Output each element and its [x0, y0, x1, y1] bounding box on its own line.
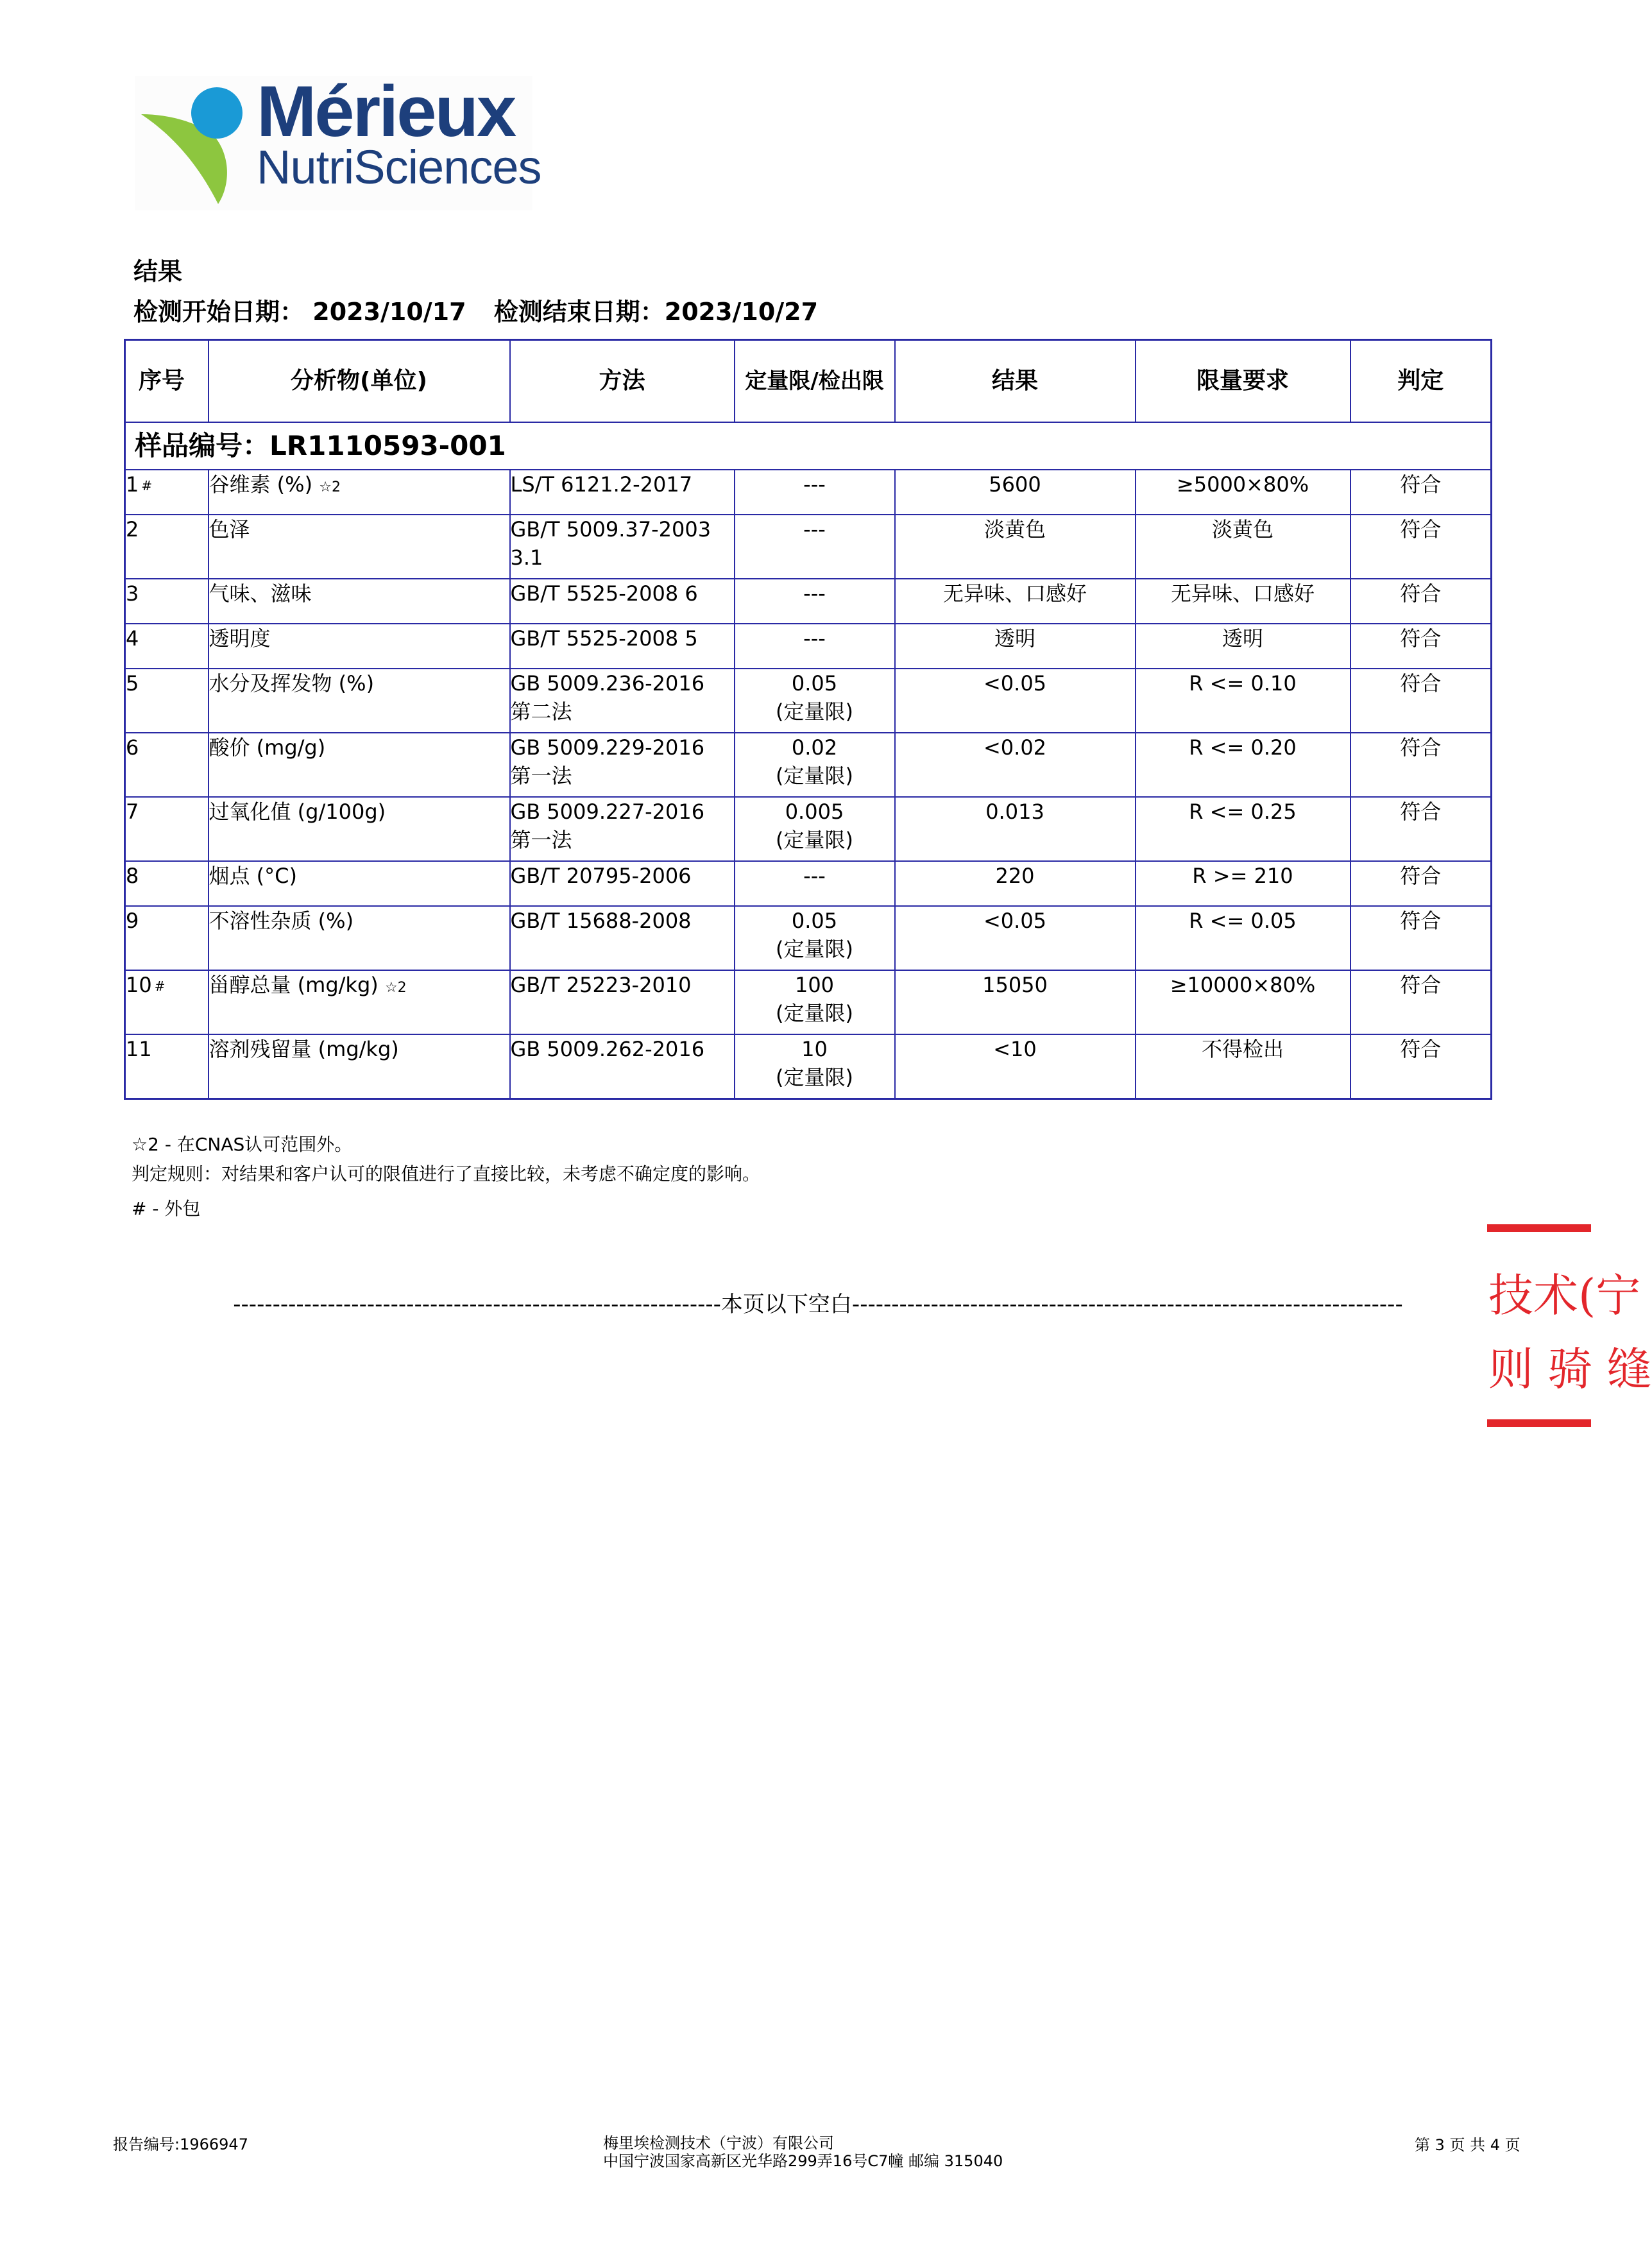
row-method: [510, 470, 735, 515]
row-no: [125, 861, 209, 906]
row-method: [510, 906, 735, 970]
method-line-1: GB 5009.262-2016: [510, 1037, 705, 1061]
row-lod: [735, 470, 895, 515]
lod-value: 0.02: [791, 735, 838, 760]
row-lod: [735, 624, 895, 669]
row-limit: R >= 210: [1136, 861, 1350, 906]
row-result: 0.013: [895, 797, 1136, 861]
header-verdict: 判定: [1350, 340, 1492, 423]
lod-value: ---: [803, 472, 826, 497]
blank-below-marker: --------------------------------------------------------------本页以下空白----------------------------------------------------------------------: [233, 1292, 1403, 1317]
method-line-1: GB/T 20795-2006: [510, 864, 692, 888]
row-result: <0.05: [895, 906, 1136, 970]
table-row: [125, 970, 1492, 1034]
row-verdict: 符合: [1350, 1034, 1492, 1099]
lod-note: (定量限): [776, 699, 853, 724]
lod-value: ---: [803, 626, 826, 651]
table-row: [125, 861, 1492, 906]
blank-marker-text: 本页以下空白: [720, 1292, 852, 1317]
row-limit: 无异味、口感好: [1136, 579, 1350, 624]
row-result: 无异味、口感好: [895, 579, 1136, 624]
lod-value: 10: [801, 1037, 828, 1061]
row-limit: 不得检出: [1136, 1034, 1350, 1099]
analyte-name: 水分及挥发物 (%): [209, 671, 375, 696]
row-no: [125, 733, 209, 797]
row-analyte: [209, 906, 510, 970]
row-limit: 淡黄色: [1136, 515, 1350, 579]
row-analyte: [209, 797, 510, 861]
logo-mark-icon: [135, 76, 257, 210]
header-lod: 定量限/检出限: [735, 340, 895, 423]
row-result: <0.02: [895, 733, 1136, 797]
note-star: ☆2 - 在CNAS认可范围外。: [132, 1134, 353, 1155]
row-method: [510, 579, 735, 624]
row-analyte: [209, 1034, 510, 1099]
row-method: [510, 624, 735, 669]
analyte-name: 谷维素 (%): [209, 472, 313, 497]
row-result: 15050: [895, 970, 1136, 1034]
analyte-name: 烟点 (°C): [209, 864, 297, 888]
analyte-name: 过氧化值 (g/100g): [209, 800, 386, 824]
lod-value: ---: [803, 864, 826, 888]
table-row: [125, 797, 1492, 861]
sample-id-row: [125, 422, 1492, 470]
row-analyte: [209, 861, 510, 906]
row-no: [125, 970, 209, 1034]
row-analyte: [209, 515, 510, 579]
method-line-2: 第一法: [510, 828, 572, 852]
table-row: [125, 624, 1492, 669]
start-date-value: 2023/10/17: [312, 298, 466, 326]
row-verdict: 符合: [1350, 861, 1492, 906]
seal-stamp: [1487, 1224, 1652, 1430]
row-method: [510, 515, 735, 579]
note-hash: # - 外包: [132, 1198, 201, 1219]
header-no: 序号: [125, 340, 209, 423]
row-limit: ≥5000×80%: [1136, 470, 1350, 515]
row-verdict: 符合: [1350, 669, 1492, 733]
table-row: [125, 1034, 1492, 1099]
analyte-name: 气味、滋味: [209, 581, 312, 606]
stamp-line-2: 则 骑 缝: [1488, 1343, 1652, 1396]
row-result: <0.05: [895, 669, 1136, 733]
end-date-value: 2023/10/27: [664, 298, 819, 326]
method-line-1: GB 5009.229-2016: [510, 735, 705, 760]
method-line-1: GB 5009.227-2016: [510, 800, 705, 824]
method-line-1: GB/T 15688-2008: [510, 909, 692, 933]
row-verdict: 符合: [1350, 733, 1492, 797]
row-method: [510, 733, 735, 797]
table-row: [125, 579, 1492, 624]
row-method: [510, 1034, 735, 1099]
row-no: [125, 470, 209, 515]
footer-page-number: 第 3 页 共 4 页: [1415, 2136, 1520, 2154]
row-verdict: 符合: [1350, 906, 1492, 970]
row-no-value: 5: [126, 671, 139, 696]
method-line-2: 第二法: [510, 699, 572, 724]
row-verdict: 符合: [1350, 515, 1492, 579]
lod-note: (定量限): [776, 764, 853, 788]
cnas-star-mark: ☆2: [384, 980, 407, 996]
row-analyte: [209, 669, 510, 733]
row-no: [125, 515, 209, 579]
outsourced-mark: #: [141, 478, 153, 493]
row-no: [125, 624, 209, 669]
row-result: 5600: [895, 470, 1136, 515]
row-no-value: 9: [126, 909, 139, 933]
row-no-value: 8: [126, 864, 139, 888]
section-heading: 结果: [133, 257, 183, 286]
row-analyte: [209, 970, 510, 1034]
row-no: [125, 669, 209, 733]
row-verdict: 符合: [1350, 579, 1492, 624]
method-line-2: 3.1: [510, 545, 543, 570]
row-result: 透明: [895, 624, 1136, 669]
table-header-row: [125, 340, 1492, 423]
lod-value: ---: [803, 581, 826, 606]
method-line-1: GB 5009.236-2016: [510, 671, 705, 696]
row-verdict: 符合: [1350, 470, 1492, 515]
lod-note: (定量限): [776, 828, 853, 852]
test-dates: [133, 292, 818, 327]
row-analyte: [209, 470, 510, 515]
sample-id: 样品编号：LR1110593-001: [125, 422, 1492, 470]
lod-value: ---: [803, 517, 826, 542]
method-line-1: GB/T 25223-2010: [510, 973, 692, 997]
method-line-1: GB/T 5009.37-2003: [510, 517, 711, 542]
lod-note: (定量限): [776, 1065, 853, 1090]
row-lod: [735, 906, 895, 970]
method-line-1: LS/T 6121.2-2017: [510, 472, 693, 497]
note-rule: 判定规则：对结果和客户认可的限值进行了直接比较，未考虑不确定度的影响。: [132, 1163, 761, 1184]
table-row: [125, 515, 1492, 579]
row-no-value: 3: [126, 581, 139, 606]
lod-value: 100: [794, 973, 835, 997]
row-limit: R <= 0.25: [1136, 797, 1350, 861]
table-row: [125, 470, 1492, 515]
row-no-value: 4: [126, 626, 139, 651]
row-lod: [735, 861, 895, 906]
row-method: [510, 861, 735, 906]
row-no-value: 6: [126, 735, 139, 760]
lod-value: 0.005: [785, 800, 844, 824]
row-method: [510, 669, 735, 733]
logo-text-nutrisciences: NutriSciences: [257, 141, 541, 194]
lod-note: (定量限): [776, 937, 853, 961]
analyte-name: 透明度: [209, 626, 271, 651]
header-analyte: 分析物(单位): [209, 340, 510, 423]
company-logo: [135, 71, 541, 210]
outsourced-mark: #: [154, 979, 166, 994]
row-no-value: 10: [126, 973, 152, 997]
row-lod: [735, 970, 895, 1034]
row-no: [125, 797, 209, 861]
row-analyte: [209, 579, 510, 624]
row-result: 220: [895, 861, 1136, 906]
results-table: [124, 339, 1492, 1100]
lod-value: 0.05: [791, 671, 838, 696]
header-limit: 限量要求: [1136, 340, 1350, 423]
row-verdict: 符合: [1350, 624, 1492, 669]
row-lod: [735, 515, 895, 579]
table-row: [125, 906, 1492, 970]
row-method: [510, 970, 735, 1034]
header-result: 结果: [895, 340, 1136, 423]
row-no-value: 11: [126, 1037, 152, 1061]
row-analyte: [209, 733, 510, 797]
analyte-name: 酸价 (mg/g): [209, 735, 326, 760]
row-no: [125, 906, 209, 970]
row-limit: ≥10000×80%: [1136, 970, 1350, 1034]
row-lod: [735, 797, 895, 861]
analyte-name: 色泽: [209, 517, 250, 542]
row-result: <10: [895, 1034, 1136, 1099]
method-line-1: GB/T 5525-2008 5: [510, 626, 698, 651]
table-row: [125, 669, 1492, 733]
header-method: 方法: [510, 340, 735, 423]
method-line-2: 第一法: [510, 764, 572, 788]
row-lod: [735, 669, 895, 733]
cnas-star-mark: ☆2: [319, 479, 341, 495]
row-no-value: 1: [126, 472, 139, 497]
footer-report-no: 报告编号:1966947: [113, 2135, 248, 2153]
footer-address: 中国宁波国家高新区光华路299弄16号C7幢 邮编 315040: [603, 2152, 1003, 2170]
method-line-1: GB/T 5525-2008 6: [510, 581, 698, 606]
row-lod: [735, 1034, 895, 1099]
row-verdict: 符合: [1350, 970, 1492, 1034]
row-method: [510, 797, 735, 861]
row-verdict: 符合: [1350, 797, 1492, 861]
footer-company: [603, 2134, 1065, 2170]
analyte-name: 不溶性杂质 (%): [209, 909, 354, 933]
lod-value: 0.05: [791, 909, 838, 933]
table-row: [125, 733, 1492, 797]
stamp-line-1: 技术(宁: [1488, 1269, 1641, 1322]
row-no-value: 7: [126, 800, 139, 824]
row-limit: R <= 0.05: [1136, 906, 1350, 970]
row-limit: R <= 0.20: [1136, 733, 1350, 797]
row-no-value: 2: [126, 517, 139, 542]
analyte-name: 甾醇总量 (mg/kg): [209, 973, 379, 997]
logo-text-merieux: Mérieux: [257, 71, 515, 151]
row-limit: 透明: [1136, 624, 1350, 669]
row-lod: [735, 579, 895, 624]
row-lod: [735, 733, 895, 797]
row-result: 淡黄色: [895, 515, 1136, 579]
end-date-label: 检测结束日期：: [493, 298, 665, 326]
footer-company-name: 梅里埃检测技术（宁波）有限公司: [603, 2134, 834, 2152]
analyte-name: 溶剂残留量 (mg/kg): [209, 1037, 399, 1061]
row-no: [125, 579, 209, 624]
start-date-label: 检测开始日期：: [133, 298, 305, 326]
row-analyte: [209, 624, 510, 669]
lod-note: (定量限): [776, 1001, 853, 1025]
row-limit: R <= 0.10: [1136, 669, 1350, 733]
row-no: [125, 1034, 209, 1099]
